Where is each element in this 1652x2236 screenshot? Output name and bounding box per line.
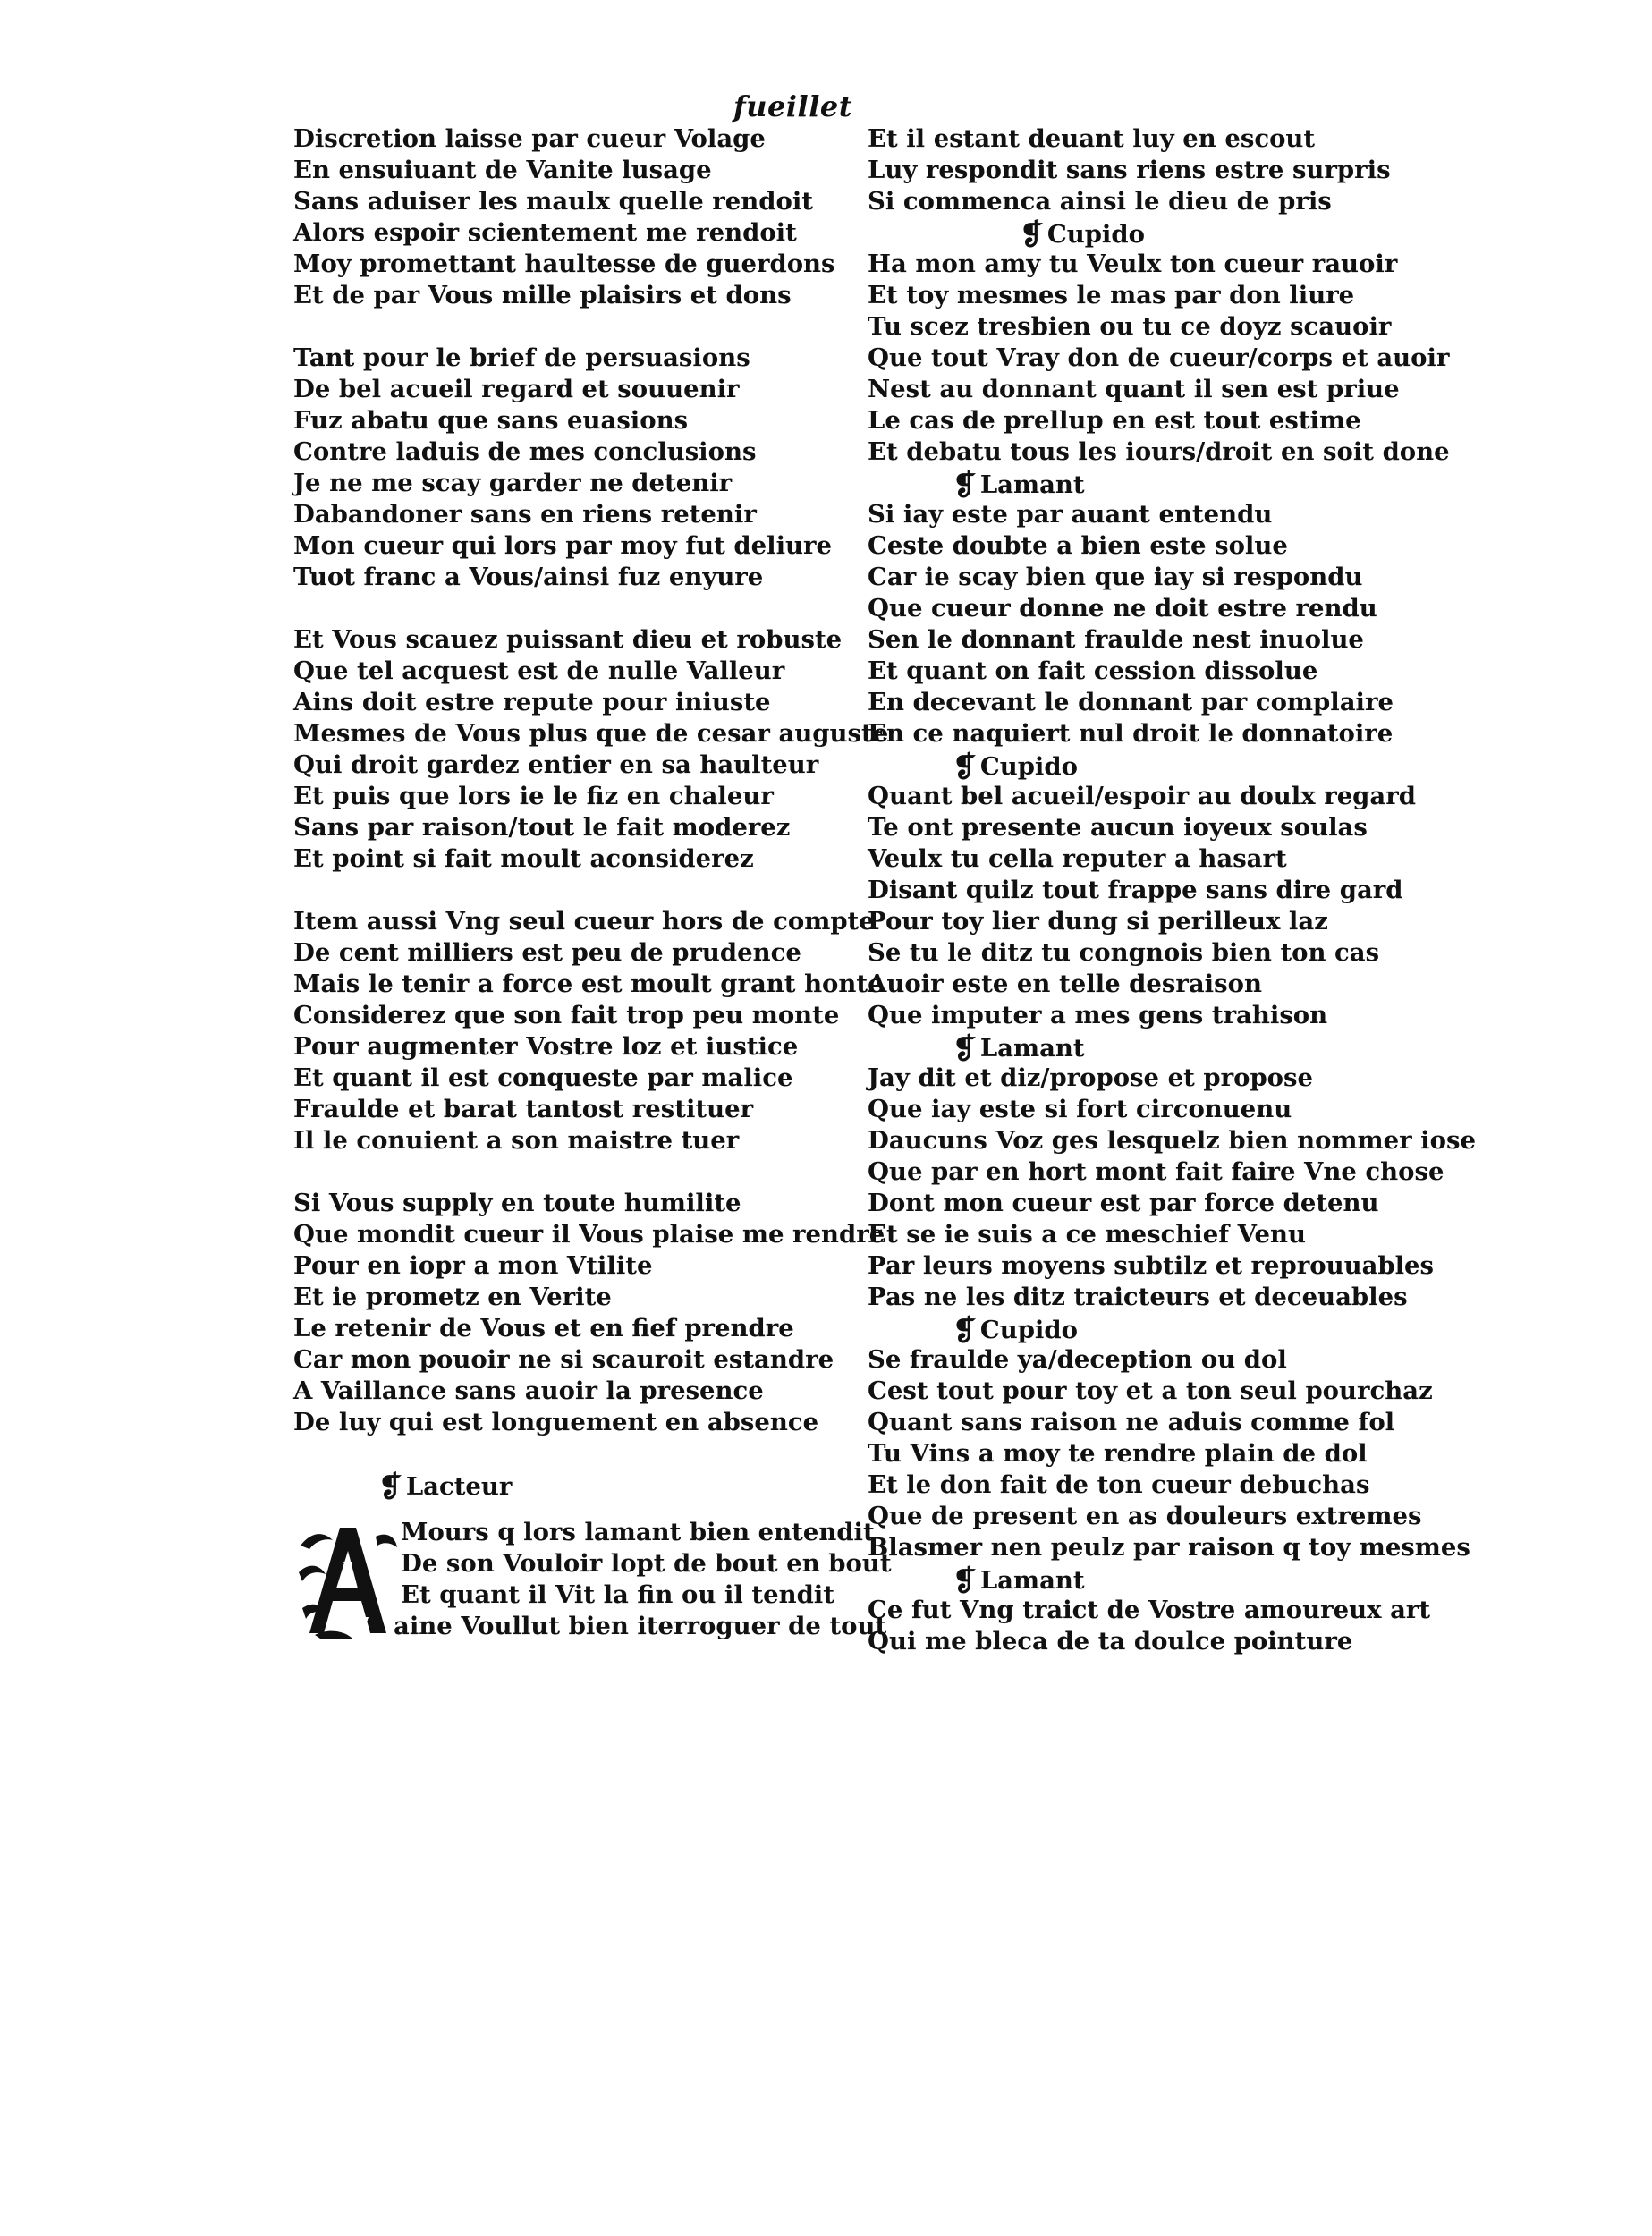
verse-line: Daucuns Voz ges lesquelz bien nommer iose (868, 1126, 1476, 1155)
verse-line: Dabandoner sans en riens retenir (293, 500, 757, 529)
verse-line: Discretion laisse par cueur Volage (293, 124, 766, 153)
verse-line: Contre laduis de mes conclusions (293, 437, 757, 466)
verse-line: Se tu le ditz tu congnois bien ton cas (868, 938, 1380, 967)
verse-line: Ceste doubte a bien este solue (868, 531, 1288, 560)
verse-line: Tuot franc a Vous/ainsi fuz enyure (293, 563, 764, 591)
speaker-heading-lamant (868, 1031, 1404, 1063)
verse-line: Et il estant deuant luy en escout (868, 124, 1316, 153)
speaker-heading-cupido (868, 217, 1404, 249)
verse-line: Et debatu tous les iours/droit en soit done (868, 437, 1450, 466)
verse-line: Par leurs moyens subtilz et reprouuables (868, 1251, 1435, 1280)
verse-line: Et puis que lors ie le fiz en chaleur (293, 782, 774, 810)
verse-line: aine Voullut bien iterroguer de tout (394, 1612, 887, 1640)
verse-line: Quant bel acueil/espoir au doulx regard (868, 782, 1416, 810)
verse-line: Item aussi Vng seul cueur hors de compte (293, 907, 875, 936)
speaker-label: Cupido (979, 1316, 1078, 1344)
stanza-gap (293, 593, 830, 624)
stanza-3 (293, 624, 889, 875)
initial-block (293, 1517, 892, 1642)
verse-line: Car mon pouoir ne si scauroit estandre (293, 1345, 834, 1374)
verse-line: Fuz abatu que sans euasions (293, 406, 689, 435)
verse-line: En ce naquiert nul droit le donnatoire (868, 719, 1394, 748)
verse-line: En decevant le donnant par complaire (868, 688, 1394, 716)
verse-line: Je ne me scay garder ne detenir (293, 469, 733, 497)
verse-line: Et se ie suis a ce meschief Venu (868, 1220, 1306, 1249)
stanza-2 (293, 343, 833, 593)
verse-line: Pour toy lier dung si perilleux laz (868, 907, 1328, 936)
verse-line: Disant quilz tout frappe sans dire gard (868, 876, 1403, 904)
verse-line: Que imputer a mes gens trahison (868, 1001, 1328, 1029)
verse-line: Que par en hort mont fait faire Vne chose (868, 1157, 1444, 1186)
verse-line: Que tel acquest est de nulle Valleur (293, 656, 785, 685)
verse-line: De luy qui est longuement en absence (293, 1408, 819, 1436)
stanza-gap (293, 1501, 830, 1517)
verse-line: Et quant il Vit la fin ou il tendit (401, 1580, 834, 1609)
verse-line: Quant sans raison ne aduis comme fol (868, 1408, 1395, 1436)
verse-line: Que de present en as douleurs extremes (868, 1502, 1422, 1530)
verse-line: Le cas de prellup en est tout estime (868, 406, 1361, 435)
verse-line: Luy respondit sans riens estre surpris (868, 156, 1391, 184)
decorated-initial-a-icon (293, 1519, 401, 1640)
speaker-label: Cupido (1046, 220, 1145, 249)
pilcrow-icon: ❡ (378, 1469, 402, 1503)
verse-line: Pas ne les ditz traicteurs et deceuables (868, 1283, 1408, 1311)
verse-line: Le retenir de Vous et en fief prendre (293, 1314, 794, 1342)
speaker-heading-cupido (868, 750, 1404, 781)
verse-line: Que tout Vray don de cueur/corps et auoir (868, 343, 1450, 372)
verse-line: Si iay este par auant entendu (868, 500, 1273, 529)
verse-line: Sans par raison/tout le fait moderez (293, 813, 791, 842)
pilcrow-icon: ❡ (953, 468, 977, 502)
verse-line: De son Vouloir lopt de bout en bout (401, 1549, 892, 1578)
verse-line: Auoir este en telle desraison (868, 970, 1262, 998)
speaker-label: Lamant (979, 1566, 1085, 1595)
stanza-gap (293, 875, 830, 906)
verse-line: De cent milliers est peu de prudence (293, 938, 801, 967)
stanza-gap (293, 311, 830, 343)
pilcrow-icon: ❡ (953, 1563, 977, 1597)
pilcrow-icon: ❡ (1020, 217, 1044, 251)
verse-line: Qui me bleca de ta doulce pointure (868, 1627, 1353, 1656)
verse-line: En ensuiuant de Vanite lusage (293, 156, 712, 184)
stanza-gap (293, 1438, 830, 1469)
verse-line: Sen le donnant fraulde nest inuolue (868, 625, 1364, 654)
verse-line: Si Vous supply en toute humilite (293, 1189, 741, 1217)
speaker-heading-cupido (868, 1313, 1404, 1347)
right-column (868, 123, 1476, 1657)
verse-line: Pour augmenter Vostre loz et iustice (293, 1032, 799, 1061)
verse-line: Que mondit cueur il Vous plaise me rendre (293, 1220, 885, 1249)
verse-line: Dont mon cueur est par force detenu (868, 1189, 1379, 1217)
verse-line: Et point si fait moult aconsiderez (293, 844, 754, 873)
verse-line: Et le don fait de ton cueur debuchas (868, 1470, 1370, 1499)
verse-line: Pour en iopr a mon Vtilite (293, 1251, 653, 1280)
running-head: fueillet (733, 89, 852, 123)
initial-lines (394, 1517, 892, 1642)
verse-line: Ha mon amy tu Veulx ton cueur rauoir (868, 250, 1398, 278)
verse-line: Et de par Vous mille plaisirs et dons (293, 281, 792, 309)
verse-line: Car ie scay bien que iay si respondu (868, 563, 1363, 591)
verse-line: Cest tout pour toy et a ton seul pourchaz (868, 1376, 1433, 1405)
verse-line: Fraulde et barat tantost restituer (293, 1095, 754, 1123)
verse-line: Considerez que son fait trop peu monte (293, 1001, 840, 1029)
verse-line: Jay dit et diz/propose et propose (868, 1063, 1314, 1092)
verse-line: Mais le tenir a force est moult grant honte (293, 970, 884, 998)
left-column (293, 123, 892, 1642)
verse-line: De bel acueil regard et souuenir (293, 375, 740, 403)
stanza-5 (293, 1188, 885, 1438)
stanza-4 (293, 906, 884, 1156)
speaker-heading-lamant (868, 1563, 1404, 1595)
verse-line: Qui droit gardez entier en sa haulteur (293, 750, 819, 779)
verse-line: Et toy mesmes le mas par don liure (868, 281, 1355, 309)
verse-line: Et quant il est conqueste par malice (293, 1063, 793, 1092)
speaker-label: Cupido (979, 752, 1078, 781)
verse-line: Mours q lors lamant bien entendit (401, 1518, 875, 1546)
verse-line: Et quant on fait cession dissolue (868, 656, 1318, 685)
verse-line: Tu Vins a moy te rendre plain de dol (868, 1439, 1368, 1468)
verse-line: Alors espoir scientement me rendoit (293, 218, 797, 247)
verse-line: Ce fut Vng traict de Vostre amoureux art (868, 1596, 1431, 1624)
verse-line: Si commenca ainsi le dieu de pris (868, 187, 1332, 216)
verse-line: Blasmer nen peulz par raison q toy mesmes (868, 1533, 1470, 1562)
verse-line: Que cueur donne ne doit estre rendu (868, 594, 1377, 623)
verse-line: A Vaillance sans auoir la presence (293, 1376, 764, 1405)
verse-line: Que iay este si fort circonuenu (868, 1095, 1292, 1123)
pilcrow-icon: ❡ (953, 1031, 977, 1065)
pilcrow-icon: ❡ (953, 750, 977, 783)
verse-line: Et Vous scauez puissant dieu et robuste (293, 625, 843, 654)
verse-line: Mesmes de Vous plus que de cesar auguste (293, 719, 889, 748)
verse-line: Et ie prometz en Verite (293, 1283, 612, 1311)
verse-line: Sans aduiser les maulx quelle rendoit (293, 187, 813, 216)
stanza-gap (293, 1156, 830, 1188)
section-heading-lacteur (293, 1469, 830, 1501)
verse-line: Tu scez tresbien ou tu ce doyz scauoir (868, 312, 1392, 341)
verse-line: Tant pour le brief de persuasions (293, 343, 750, 372)
verse-line: Mon cueur qui lors par moy fut deliure (293, 531, 833, 560)
speaker-label: Lamant (979, 1034, 1085, 1063)
verse-line: Ains doit estre repute pour iniuste (293, 688, 771, 716)
verse-line: Se fraulde ya/deception ou dol (868, 1345, 1287, 1374)
verse-line: Nest au donnant quant il sen est priue (868, 375, 1400, 403)
section-heading-label: Lacteur (405, 1472, 513, 1501)
verse-line: Moy promettant haultesse de guerdons (293, 250, 835, 278)
verse-line: Te ont presente aucun ioyeux soulas (868, 813, 1368, 842)
speaker-label: Lamant (979, 470, 1085, 499)
verse-line: Il le conuient a son maistre tuer (293, 1126, 740, 1155)
verse-line: Veulx tu cella reputer a hasart (868, 844, 1287, 873)
pilcrow-icon: ❡ (953, 1313, 977, 1347)
stanza-1 (293, 123, 835, 311)
speaker-heading-lamant (868, 468, 1404, 502)
